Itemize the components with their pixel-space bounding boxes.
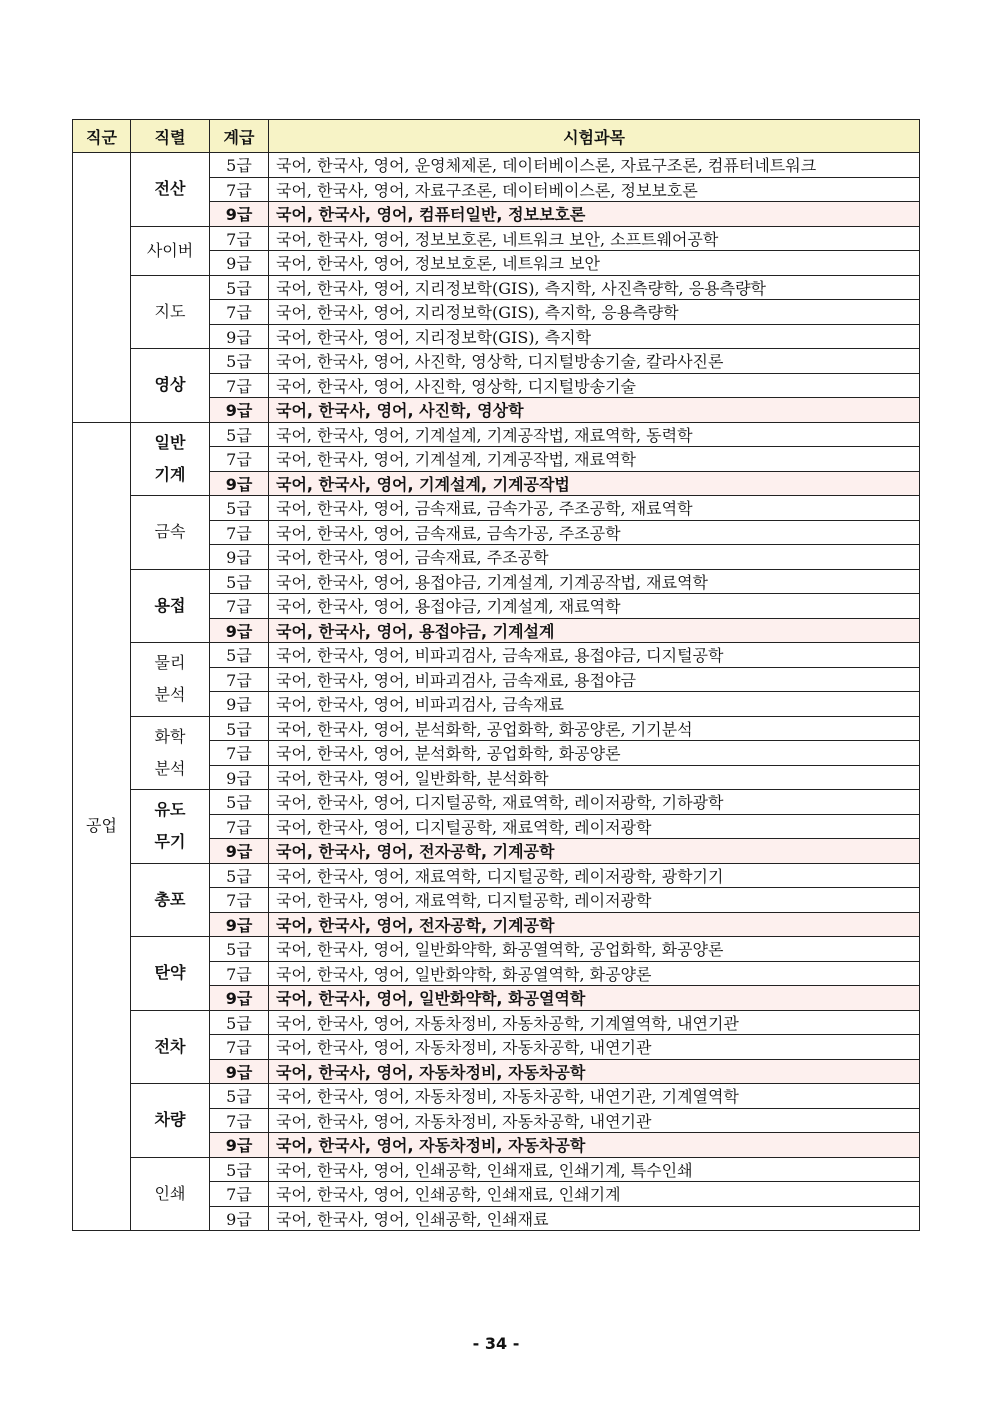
table-row	[73, 422, 920, 447]
exam-subjects-table	[72, 119, 920, 1231]
grade-cell: 5급	[210, 937, 269, 962]
subjects-cell: 국어, 한국사, 영어, 자동차정비, 자동차공학, 기계열역학, 내연기관	[269, 1010, 920, 1035]
subjects-cell: 국어, 한국사, 영어, 용접야금, 기계설계	[269, 618, 920, 643]
subjects-cell: 국어, 한국사, 영어, 비파괴검사, 금속재료, 용접야금	[269, 667, 920, 692]
subjects-cell: 국어, 한국사, 영어, 일반화약학, 화공열역학, 공업화학, 화공양론	[269, 937, 920, 962]
table-row	[73, 226, 920, 251]
grade-cell: 9급	[210, 471, 269, 496]
grade-cell: 9급	[210, 324, 269, 349]
table-row	[73, 1084, 920, 1109]
grade-cell: 7급	[210, 447, 269, 472]
grade-cell: 5급	[210, 569, 269, 594]
series-cell: 영상	[131, 349, 210, 423]
subjects-cell: 국어, 한국사, 영어, 용접야금, 기계설계, 기계공작법, 재료역학	[269, 569, 920, 594]
subjects-cell: 국어, 한국사, 영어, 자동차정비, 자동차공학, 내연기관	[269, 1108, 920, 1133]
series-cell: 물리 분석	[131, 643, 210, 717]
table-row	[73, 1157, 920, 1182]
series-cell: 유도 무기	[131, 790, 210, 864]
grade-cell: 9급	[210, 765, 269, 790]
grade-cell: 7급	[210, 741, 269, 766]
table-row	[73, 349, 920, 374]
subjects-cell: 국어, 한국사, 영어, 재료역학, 디지털공학, 레이저광학	[269, 888, 920, 913]
series-cell: 인쇄	[131, 1157, 210, 1231]
series-cell: 사이버	[131, 226, 210, 275]
grade-cell: 7급	[210, 814, 269, 839]
subjects-cell: 국어, 한국사, 영어, 디지털공학, 재료역학, 레이저광학, 기하광학	[269, 790, 920, 815]
table-body	[73, 153, 920, 1231]
subjects-cell: 국어, 한국사, 영어, 정보보호론, 네트워크 보안	[269, 251, 920, 276]
grade-cell: 5급	[210, 275, 269, 300]
grade-cell: 9급	[210, 251, 269, 276]
grade-cell: 7급	[210, 1182, 269, 1207]
subjects-cell: 국어, 한국사, 영어, 기계설계, 기계공작법, 재료역학	[269, 447, 920, 472]
table-row	[73, 790, 920, 815]
subjects-cell: 국어, 한국사, 영어, 금속재료, 금속가공, 주조공학, 재료역학	[269, 496, 920, 521]
grade-cell: 9급	[210, 618, 269, 643]
table-row	[73, 496, 920, 521]
series-cell: 전산	[131, 153, 210, 227]
subjects-cell: 국어, 한국사, 영어, 금속재료, 금속가공, 주조공학	[269, 520, 920, 545]
series-cell: 총포	[131, 863, 210, 937]
grade-cell: 9급	[210, 839, 269, 864]
grade-cell: 7급	[210, 226, 269, 251]
grade-cell: 7급	[210, 594, 269, 619]
table-row	[73, 863, 920, 888]
series-cell: 용접	[131, 569, 210, 643]
header-grade: 계급	[210, 120, 269, 153]
subjects-cell: 국어, 한국사, 영어, 사진학, 영상학, 디지털방송기술	[269, 373, 920, 398]
grade-cell: 5급	[210, 349, 269, 374]
series-cell: 차량	[131, 1084, 210, 1158]
grade-cell: 7급	[210, 1108, 269, 1133]
subjects-cell: 국어, 한국사, 영어, 자동차정비, 자동차공학	[269, 1059, 920, 1084]
table-row	[73, 716, 920, 741]
subjects-cell: 국어, 한국사, 영어, 인쇄공학, 인쇄재료, 인쇄기계, 특수인쇄	[269, 1157, 920, 1182]
table-row	[73, 1010, 920, 1035]
subjects-cell: 국어, 한국사, 영어, 사진학, 영상학, 디지털방송기술, 칼라사진론	[269, 349, 920, 374]
table-row	[73, 569, 920, 594]
grade-cell: 5급	[210, 716, 269, 741]
subjects-cell: 국어, 한국사, 영어, 자동차정비, 자동차공학, 내연기관, 기계열역학	[269, 1084, 920, 1109]
subjects-cell: 국어, 한국사, 영어, 비파괴검사, 금속재료, 용접야금, 디지털공학	[269, 643, 920, 668]
series-cell: 금속	[131, 496, 210, 570]
series-cell: 전차	[131, 1010, 210, 1084]
grade-cell: 9급	[210, 545, 269, 570]
subjects-cell: 국어, 한국사, 영어, 정보보호론, 네트워크 보안, 소프트웨어공학	[269, 226, 920, 251]
grade-cell: 9급	[210, 986, 269, 1011]
group-cell: 공업	[73, 422, 131, 1231]
table-header	[73, 120, 920, 153]
grade-cell: 5급	[210, 422, 269, 447]
series-cell: 지도	[131, 275, 210, 349]
series-cell: 화학 분석	[131, 716, 210, 790]
subjects-cell: 국어, 한국사, 영어, 금속재료, 주조공학	[269, 545, 920, 570]
subjects-cell: 국어, 한국사, 영어, 지리정보학(GIS), 측지학, 사진측량학, 응용측량학	[269, 275, 920, 300]
header-group: 직군	[73, 120, 131, 153]
grade-cell: 9급	[210, 1133, 269, 1158]
grade-cell: 7급	[210, 177, 269, 202]
subjects-cell: 국어, 한국사, 영어, 인쇄공학, 인쇄재료, 인쇄기계	[269, 1182, 920, 1207]
grade-cell: 9급	[210, 202, 269, 227]
header-row	[73, 120, 920, 153]
subjects-cell: 국어, 한국사, 영어, 기계설계, 기계공작법, 재료역학, 동력학	[269, 422, 920, 447]
subjects-cell: 국어, 한국사, 영어, 일반화학, 분석화학	[269, 765, 920, 790]
subjects-cell: 국어, 한국사, 영어, 기계설계, 기계공작법	[269, 471, 920, 496]
subjects-cell: 국어, 한국사, 영어, 운영체제론, 데이터베이스론, 자료구조론, 컴퓨터네트워크	[269, 153, 920, 178]
subjects-cell: 국어, 한국사, 영어, 자동차정비, 자동차공학	[269, 1133, 920, 1158]
grade-cell: 9급	[210, 398, 269, 423]
grade-cell: 7급	[210, 961, 269, 986]
subjects-cell: 국어, 한국사, 영어, 전자공학, 기계공학	[269, 839, 920, 864]
page-number: - 34 -	[472, 1334, 520, 1353]
grade-cell: 9급	[210, 692, 269, 717]
subjects-cell: 국어, 한국사, 영어, 지리정보학(GIS), 측지학, 응용측량학	[269, 300, 920, 325]
series-cell: 일반 기계	[131, 422, 210, 496]
grade-cell: 5급	[210, 496, 269, 521]
subjects-cell: 국어, 한국사, 영어, 일반화약학, 화공열역학	[269, 986, 920, 1011]
subjects-cell: 국어, 한국사, 영어, 자료구조론, 데이터베이스론, 정보보호론	[269, 177, 920, 202]
table-row	[73, 275, 920, 300]
subjects-cell: 국어, 한국사, 영어, 비파괴검사, 금속재료	[269, 692, 920, 717]
grade-cell: 7급	[210, 373, 269, 398]
grade-cell: 5급	[210, 1010, 269, 1035]
subjects-cell: 국어, 한국사, 영어, 디지털공학, 재료역학, 레이저광학	[269, 814, 920, 839]
table-row	[73, 937, 920, 962]
grade-cell: 5급	[210, 863, 269, 888]
series-cell: 탄약	[131, 937, 210, 1011]
subjects-cell: 국어, 한국사, 영어, 자동차정비, 자동차공학, 내연기관	[269, 1035, 920, 1060]
subjects-cell: 국어, 한국사, 영어, 용접야금, 기계설계, 재료역학	[269, 594, 920, 619]
grade-cell: 7급	[210, 888, 269, 913]
grade-cell: 9급	[210, 1206, 269, 1231]
grade-cell: 7급	[210, 520, 269, 545]
subjects-cell: 국어, 한국사, 영어, 분석화학, 공업화학, 화공양론	[269, 741, 920, 766]
grade-cell: 7급	[210, 1035, 269, 1060]
subjects-cell: 국어, 한국사, 영어, 재료역학, 디지털공학, 레이저광학, 광학기기	[269, 863, 920, 888]
header-series: 직렬	[131, 120, 210, 153]
grade-cell: 5급	[210, 1157, 269, 1182]
group-cell	[73, 153, 131, 423]
subjects-cell: 국어, 한국사, 영어, 지리정보학(GIS), 측지학	[269, 324, 920, 349]
exam-subjects-table-wrapper	[72, 119, 919, 1231]
grade-cell: 7급	[210, 300, 269, 325]
grade-cell: 9급	[210, 912, 269, 937]
header-subjects: 시험과목	[269, 120, 920, 153]
subjects-cell: 국어, 한국사, 영어, 컴퓨터일반, 정보보호론	[269, 202, 920, 227]
grade-cell: 5급	[210, 1084, 269, 1109]
subjects-cell: 국어, 한국사, 영어, 인쇄공학, 인쇄재료	[269, 1206, 920, 1231]
subjects-cell: 국어, 한국사, 영어, 일반화약학, 화공열역학, 화공양론	[269, 961, 920, 986]
table-row	[73, 153, 920, 178]
subjects-cell: 국어, 한국사, 영어, 사진학, 영상학	[269, 398, 920, 423]
grade-cell: 5급	[210, 153, 269, 178]
table-row	[73, 643, 920, 668]
grade-cell: 7급	[210, 667, 269, 692]
subjects-cell: 국어, 한국사, 영어, 분석화학, 공업화학, 화공양론, 기기분석	[269, 716, 920, 741]
grade-cell: 9급	[210, 1059, 269, 1084]
grade-cell: 5급	[210, 790, 269, 815]
grade-cell: 5급	[210, 643, 269, 668]
subjects-cell: 국어, 한국사, 영어, 전자공학, 기계공학	[269, 912, 920, 937]
